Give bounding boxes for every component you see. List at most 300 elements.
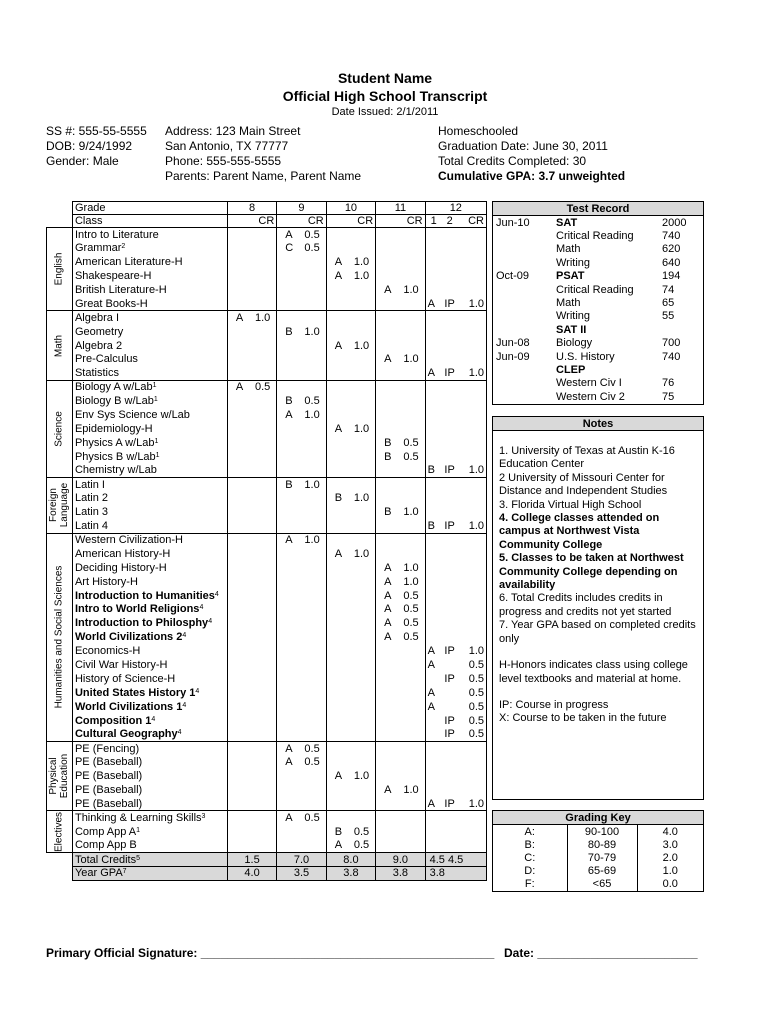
- signature-line: Primary Official Signature: ____________________________________________: [46, 946, 495, 960]
- grade-cell-10: [326, 630, 375, 644]
- test-date: [493, 310, 553, 323]
- grade-cell-8: [227, 505, 276, 519]
- letter-grade-s2: IP: [444, 367, 455, 380]
- test-name: Math: [556, 243, 581, 256]
- grade-cell-12: [425, 561, 486, 575]
- grade-entry: [329, 340, 373, 352]
- grade-entry: [428, 715, 484, 727]
- grade-cell-10: [326, 547, 375, 561]
- note-3: 3. Florida Virtual High School: [499, 498, 642, 511]
- class-name-text: Geometry: [74, 325, 124, 338]
- grade-entry: [329, 256, 373, 268]
- grade-cell-11: [376, 450, 425, 464]
- grade-cell-9: [277, 380, 326, 394]
- grade-cell-10: [326, 353, 375, 367]
- grade-cell-11: [376, 325, 425, 339]
- grade-cell-12: [425, 228, 486, 242]
- class-name-text: Introduction to Humanities: [74, 589, 215, 602]
- grade-cell-10: [326, 686, 375, 700]
- grade-cell-11: [376, 339, 425, 353]
- table-row: [47, 575, 487, 589]
- class-name: [72, 422, 227, 436]
- grading-key-row: [493, 838, 703, 851]
- grade-cell-8: [227, 811, 276, 825]
- letter-grade: B: [384, 506, 392, 519]
- grade-cell-11: [376, 408, 425, 422]
- letter-grade: B: [285, 395, 293, 408]
- grade-cell-10: [326, 283, 375, 297]
- class-name: [72, 255, 227, 269]
- grade-cell-11: [376, 686, 425, 700]
- grade-entry: [329, 270, 373, 282]
- letter-grade: A: [285, 756, 293, 769]
- credit: 1.0: [403, 784, 419, 797]
- notes-title: Notes: [493, 417, 703, 431]
- total-credits-row-value: 7.0: [277, 853, 326, 867]
- grade-entry: [428, 367, 484, 379]
- note-5: 5. Classes to be taken at Northwest Community College depending on availability: [499, 552, 684, 592]
- grade-entry: [428, 298, 484, 310]
- subject-label: [47, 533, 73, 741]
- credit: 1.0: [353, 547, 370, 560]
- letter-grade-s1: A: [427, 797, 435, 810]
- grade-cell-10: [326, 228, 375, 242]
- grade-cell-11: [376, 422, 425, 436]
- class-name: [72, 269, 227, 283]
- test-row: [493, 390, 703, 403]
- letter-grade: A: [334, 422, 343, 435]
- class-name-text: Economics-H: [74, 645, 141, 658]
- class-name: [72, 825, 227, 839]
- grade-cell-10: [326, 450, 375, 464]
- class-name-text: Latin 2: [74, 492, 108, 505]
- grade-cell-12: [425, 422, 486, 436]
- table-row: [47, 533, 487, 547]
- test-row: [493, 296, 703, 309]
- grade-letter: A:: [524, 825, 535, 838]
- class-name-text: Grammar: [74, 242, 122, 255]
- letter-grade-s1: B: [427, 519, 435, 532]
- test-name: Math: [556, 297, 581, 310]
- note-6: 6. Total Credits includes credits in progress and credits not yet started: [499, 592, 672, 618]
- grade-cell-11: [376, 811, 425, 825]
- test-row: [493, 363, 703, 376]
- test-name: Writing: [556, 310, 591, 323]
- class-name-text: Latin I: [74, 478, 105, 491]
- class-name-text: American Literature-H: [74, 256, 183, 269]
- grade-cell-11: [376, 547, 425, 561]
- year-gpa-row-value: 3.8: [425, 866, 486, 880]
- table-row: [47, 228, 487, 242]
- credit: 0.5: [403, 603, 419, 616]
- grade-entry: [230, 312, 274, 324]
- class-name: [72, 478, 227, 492]
- test-row: [493, 310, 703, 323]
- letter-grade: A: [384, 784, 392, 797]
- table-row: [47, 519, 487, 533]
- table-row: [47, 394, 487, 408]
- grade-cell-12: [425, 269, 486, 283]
- header-spacer: [47, 215, 73, 228]
- credit: 0.5: [468, 728, 484, 741]
- credit: 0.5: [403, 631, 419, 644]
- footnote-ref: 4: [214, 590, 219, 598]
- grade-cell-9: [277, 394, 326, 408]
- grade-cell-9: [277, 505, 326, 519]
- grade-cell-12: [425, 728, 486, 742]
- grade-entry: [279, 743, 323, 755]
- class-name: [72, 394, 227, 408]
- grade-cell-10: [326, 644, 375, 658]
- credit: 1.0: [403, 575, 419, 588]
- class-name: [72, 366, 227, 380]
- grade-entry: [428, 728, 484, 740]
- grade-entry: [378, 284, 422, 296]
- footnote-ref: 4: [182, 632, 187, 640]
- grade-cell-12: [425, 311, 486, 325]
- table-row: [47, 630, 487, 644]
- grade-cell-10: [326, 255, 375, 269]
- table-row: [47, 728, 487, 742]
- grade-cell-9: [277, 241, 326, 255]
- address: Address: 123 Main Street: [165, 124, 301, 138]
- grade-cell-12: [425, 464, 486, 478]
- test-name: SAT: [556, 216, 578, 229]
- credit: 1.0: [304, 325, 320, 338]
- year-gpa-row-value: 3.5: [277, 866, 326, 880]
- footnote-ref: 5: [136, 854, 141, 862]
- letter-grade-s2: IP: [444, 672, 455, 685]
- test-score: 75: [662, 390, 675, 403]
- grade-cell-9: [277, 839, 326, 853]
- subject-text: Math: [53, 334, 65, 357]
- grade-cell-10: [326, 436, 375, 450]
- grade-cell-9: [277, 478, 326, 492]
- credit: 0.5: [254, 381, 271, 394]
- letter-grade: B: [334, 492, 343, 505]
- class-name-text: PE (Baseball): [74, 797, 143, 810]
- class-name-text: Composition 1: [74, 714, 152, 727]
- credit: 0.5: [468, 672, 484, 685]
- class-name: [72, 700, 227, 714]
- letter-grade: A: [384, 561, 392, 574]
- grade-cell-11: [376, 575, 425, 589]
- grade-cell-10: [326, 658, 375, 672]
- credit: 1.0: [468, 797, 484, 810]
- grade-cell-10: [326, 797, 375, 811]
- credit: 0.5: [304, 395, 320, 408]
- subject-label: [47, 478, 73, 534]
- credit: 1.0: [304, 409, 320, 422]
- subject-label: [47, 380, 73, 477]
- credit: 0.5: [353, 825, 370, 838]
- grade-cell-12: [425, 630, 486, 644]
- class-name: [72, 575, 227, 589]
- spacer: [47, 866, 73, 880]
- graduation-date: Graduation Date: June 30, 2011: [438, 139, 608, 153]
- grade-cell-9: [277, 366, 326, 380]
- grade-entry: [378, 506, 422, 518]
- grade-cell-10: [326, 311, 375, 325]
- test-name: Western Civ 2: [556, 390, 625, 403]
- grade-cell-9: [277, 630, 326, 644]
- letter-grade-s1: [428, 728, 440, 740]
- test-record-title: Test Record: [493, 202, 703, 216]
- grade-cell-9: [277, 755, 326, 769]
- date-issued: Date Issued: 2/1/2011: [331, 106, 439, 118]
- grade-cell-8: [227, 589, 276, 603]
- credit: 0.5: [403, 617, 419, 630]
- grading-key-row: [493, 825, 703, 838]
- table-row: [47, 339, 487, 353]
- grade-cell-11: [376, 769, 425, 783]
- table-row: [47, 325, 487, 339]
- test-date: [493, 363, 553, 376]
- grade-entry: [378, 562, 422, 574]
- grade-points: 0.0: [637, 878, 703, 891]
- class-name: [72, 325, 227, 339]
- gender: Gender: Male: [46, 154, 119, 168]
- grade-cell-8: [227, 422, 276, 436]
- grade-cell-12: [425, 325, 486, 339]
- cumulative-gpa: Cumulative GPA: 3.7 unweighted: [438, 169, 626, 183]
- grade-cell-8: [227, 464, 276, 478]
- signature-date: Date: ________________________: [504, 946, 698, 960]
- grade-cell-10: [326, 783, 375, 797]
- credit: 0.5: [304, 812, 320, 825]
- subject-text: English: [53, 252, 65, 286]
- class-name-text: Civil War History-H: [74, 659, 168, 672]
- grade-entry: [279, 409, 323, 421]
- grade-cell-12: [425, 505, 486, 519]
- grade-entry: [329, 423, 373, 435]
- grade-cell-9: [277, 644, 326, 658]
- subject-label: [47, 741, 73, 810]
- grade-cell-10: [326, 839, 375, 853]
- class-name: [72, 241, 227, 255]
- grade-cell-11: [376, 825, 425, 839]
- class-name: [72, 686, 227, 700]
- letter-grade: A: [285, 812, 293, 825]
- grade-cell-11: [376, 255, 425, 269]
- grade-cell-9: [277, 797, 326, 811]
- grade-entry: [378, 437, 422, 449]
- class-name: [72, 450, 227, 464]
- grade-cell-10: [326, 589, 375, 603]
- letter-grade: A: [235, 381, 244, 394]
- grade-cell-8: [227, 755, 276, 769]
- table-row: [47, 755, 487, 769]
- test-record-box: [492, 201, 704, 405]
- letter-grade: A: [384, 589, 392, 602]
- letter-grade-s1: A: [427, 297, 435, 310]
- school: Homeschooled: [438, 124, 519, 138]
- letter-grade-s1: A: [427, 645, 435, 658]
- grade-cell-11: [376, 589, 425, 603]
- credit: 1.0: [353, 492, 370, 505]
- letter-grade: A: [334, 256, 343, 269]
- credit: 1.0: [468, 297, 484, 310]
- grade-cell-10: [326, 297, 375, 311]
- total-credits-row-value: 4.5 4.5: [425, 853, 486, 867]
- grade-cell-9: [277, 811, 326, 825]
- class-name-text: PE (Baseball): [74, 770, 143, 783]
- grade-cell-11: [376, 700, 425, 714]
- credit: 1.0: [468, 645, 484, 658]
- class-name-text: Algebra I: [74, 312, 119, 325]
- grade-range: 65-69: [567, 865, 637, 878]
- grade-cell-10: [326, 478, 375, 492]
- student-contact: [165, 124, 361, 184]
- cr-12: CR: [468, 215, 484, 227]
- letter-grade-s2: IP: [444, 714, 455, 727]
- grade-cell-12: [425, 408, 486, 422]
- grade-cell-9: [277, 658, 326, 672]
- test-date: Oct-09: [496, 270, 530, 283]
- grading-key-row: [493, 851, 703, 864]
- credit: 1.0: [468, 367, 484, 380]
- student-ids: [46, 124, 147, 169]
- grade-cell-11: [376, 672, 425, 686]
- table-row: [47, 603, 487, 617]
- class-name-text: PE (Baseball): [74, 784, 143, 797]
- grade-entry: [378, 576, 422, 588]
- class-name-text: History of Science-H: [74, 672, 176, 685]
- footnote-ref: 4: [199, 604, 204, 612]
- test-score: 55: [662, 310, 675, 323]
- grade-cell-10: [326, 561, 375, 575]
- grade-cell-10: [326, 241, 375, 255]
- cr-label: CR: [326, 215, 375, 228]
- grade-entry: [329, 548, 373, 560]
- note-1: 1. University of Texas at Austin K-16 Education Center: [499, 445, 675, 471]
- table-row: [47, 741, 487, 755]
- table-row: [47, 464, 487, 478]
- grade-entry: [428, 464, 484, 476]
- grade-cell-10: [326, 825, 375, 839]
- grade-cell-8: [227, 283, 276, 297]
- footnote-ref: 1: [136, 826, 141, 834]
- test-name: U.S. History: [556, 350, 615, 363]
- letter-grade-s1: B: [427, 464, 435, 477]
- grade-cell-11: [376, 616, 425, 630]
- test-date: Jun-08: [496, 337, 530, 350]
- grade-cell-10: [326, 672, 375, 686]
- table-row: [47, 478, 487, 492]
- subject-text: Humanities and Social Sciences: [53, 565, 65, 709]
- grade-entry: [378, 451, 422, 463]
- grade-cell-8: [227, 450, 276, 464]
- grade-cell-10: [326, 769, 375, 783]
- grade-entry: [230, 381, 274, 393]
- class-name: [72, 811, 227, 825]
- letter-grade-s2: IP: [444, 297, 455, 310]
- cr-label: CR: [376, 215, 425, 228]
- grade-cell-11: [376, 728, 425, 742]
- grade-cell-8: [227, 644, 276, 658]
- grade-entry: [378, 590, 422, 602]
- grade-cell-9: [277, 422, 326, 436]
- grade-cell-9: [277, 561, 326, 575]
- subject-text: Electives: [53, 811, 65, 852]
- grade-cell-9: [277, 547, 326, 561]
- credit: 1.0: [468, 464, 484, 477]
- grade-cell-8: [227, 658, 276, 672]
- class-name-text: Art History-H: [74, 575, 138, 588]
- table-row: [47, 380, 487, 394]
- grade-col-12: 12: [425, 202, 486, 215]
- credit: 1.0: [254, 312, 271, 325]
- test-name: Critical Reading: [556, 283, 634, 296]
- footnote-ref: 2: [121, 243, 126, 251]
- table-row: [47, 408, 487, 422]
- grade-cell-9: [277, 741, 326, 755]
- grade-cell-11: [376, 297, 425, 311]
- test-date: [493, 296, 553, 309]
- total-credits-row-value: 1.5: [227, 853, 276, 867]
- subject-text: Science: [53, 411, 65, 447]
- grading-key-title: Grading Key: [493, 811, 703, 825]
- grade-cell-10: [326, 491, 375, 505]
- table-row: [47, 255, 487, 269]
- grade-cell-11: [376, 394, 425, 408]
- footnote-ref: 1: [155, 451, 160, 459]
- grade-cell-9: [277, 325, 326, 339]
- footnote-ref: 4: [177, 729, 182, 737]
- grade-cell-12: [425, 491, 486, 505]
- grade-cell-11: [376, 505, 425, 519]
- class-name-text: British Literature-H: [74, 284, 167, 296]
- class-name-text: American History-H: [74, 547, 171, 560]
- class-name-text: Physics A w/Lab: [74, 436, 155, 449]
- year-gpa-row-label: [72, 866, 227, 880]
- cr-label: CR: [277, 215, 326, 228]
- table-row: [47, 547, 487, 561]
- grade-cell-10: [326, 714, 375, 728]
- credit: 1.0: [353, 339, 370, 352]
- class-name: [72, 728, 227, 742]
- class-name-text: Great Books-H: [74, 297, 148, 310]
- subject-text: Foreign Language: [48, 483, 71, 528]
- test-row: [493, 256, 703, 269]
- cr-label: CR: [227, 215, 276, 228]
- footnote-ref: 4: [195, 687, 200, 695]
- test-score: 74: [662, 283, 675, 296]
- letter-grade: A: [235, 312, 244, 325]
- credit: 1.0: [403, 284, 419, 296]
- test-name: Western Civ I: [556, 377, 622, 390]
- grade-cell-9: [277, 491, 326, 505]
- credit: 0.5: [468, 659, 484, 672]
- parents: Parents: Parent Name, Parent Name: [165, 169, 362, 183]
- grade-cell-12: [425, 589, 486, 603]
- grade-cell-11: [376, 783, 425, 797]
- grade-entry: [428, 687, 484, 699]
- grade-cell-12: [425, 672, 486, 686]
- semester-2: 2: [446, 215, 453, 227]
- credit: 1.0: [353, 422, 370, 435]
- grade-cell-10: [326, 755, 375, 769]
- grade-entry: [428, 798, 484, 810]
- table-row: [47, 825, 487, 839]
- grade-entry: [428, 520, 484, 532]
- class-name: [72, 839, 227, 853]
- grade-entry: [329, 492, 373, 504]
- grade-cell-9: [277, 408, 326, 422]
- grade-cell-10: [326, 394, 375, 408]
- letter-grade: A: [384, 617, 392, 630]
- grade-cell-11: [376, 714, 425, 728]
